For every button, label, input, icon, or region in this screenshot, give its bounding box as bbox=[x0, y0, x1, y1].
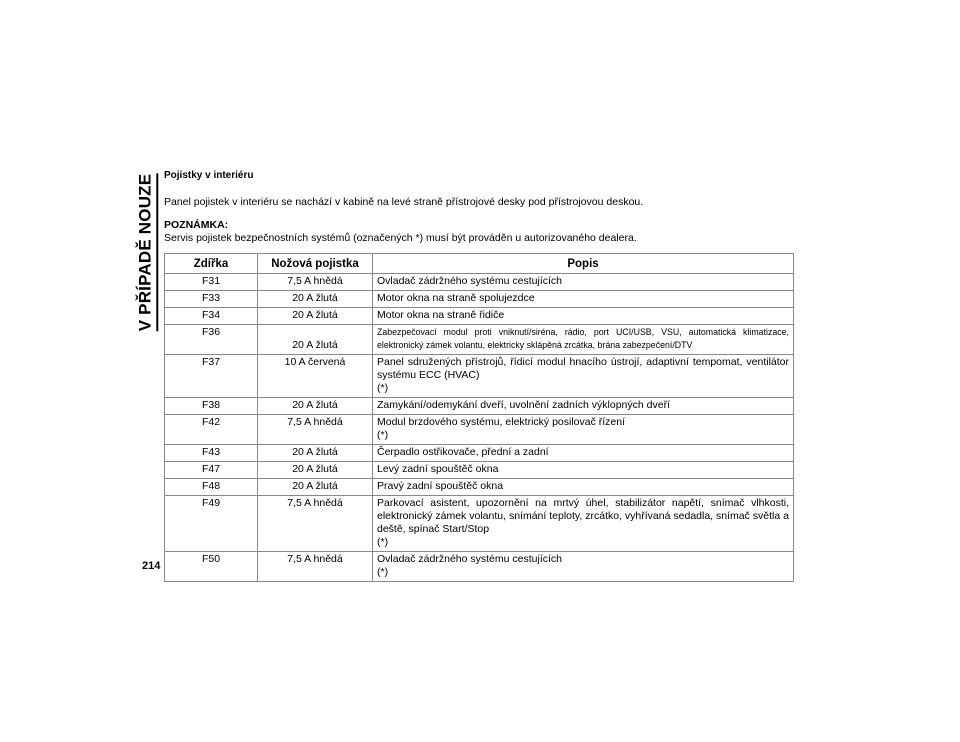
table-row bbox=[165, 479, 794, 496]
fuse-table bbox=[164, 253, 794, 582]
fuse-cell: 7,5 A hnědá bbox=[258, 552, 373, 582]
fuse-cell: 20 A žlutá bbox=[258, 398, 373, 415]
fuse-cell: 20 A žlutá bbox=[258, 445, 373, 462]
fuse-cell: 20 A žlutá bbox=[258, 308, 373, 325]
header-slot: Zdířka bbox=[165, 254, 258, 274]
table-row bbox=[165, 552, 794, 582]
fuse-cell: 20 A žlutá bbox=[258, 291, 373, 308]
slot-cell: F36 bbox=[165, 325, 258, 355]
description-text: Levý zadní spouštěč okna bbox=[377, 463, 499, 475]
fuse-cell: 20 A žlutá bbox=[258, 462, 373, 479]
header-fuse: Nožová pojistka bbox=[258, 254, 373, 274]
page-content bbox=[164, 170, 794, 582]
safety-marker: (*) bbox=[377, 536, 389, 548]
description-cell bbox=[373, 274, 794, 291]
description-cell bbox=[373, 552, 794, 582]
description-text: Čerpadlo ostřikovače, přední a zadní bbox=[377, 446, 549, 458]
description-cell bbox=[373, 325, 794, 355]
description-cell bbox=[373, 445, 794, 462]
slot-cell: F37 bbox=[165, 355, 258, 398]
slot-cell: F38 bbox=[165, 398, 258, 415]
description-cell bbox=[373, 415, 794, 445]
description-text: Zamykání/odemykání dveří, uvolnění zadních výklopných dveří bbox=[377, 399, 670, 411]
table-row bbox=[165, 325, 794, 355]
description-cell bbox=[373, 398, 794, 415]
description-text: Ovladač zádržného systému cestujících bbox=[377, 275, 563, 287]
description-text: Zabezpečovací modul proti vniknutí/siréna, rádio, port UCI/USB, VSU, automatická klimatizace, elektronický zámek volantu, elektricky sklápěná zrcátka, brána zabezpečení/DTV bbox=[377, 327, 789, 350]
table-row bbox=[165, 415, 794, 445]
table-row bbox=[165, 355, 794, 398]
chapter-title: V PŘÍPADĚ NOUZE bbox=[136, 173, 159, 331]
safety-marker: (*) bbox=[377, 382, 389, 394]
table-row bbox=[165, 462, 794, 479]
table-row bbox=[165, 291, 794, 308]
slot-cell: F42 bbox=[165, 415, 258, 445]
page-number: 214 bbox=[142, 560, 161, 572]
slot-cell: F34 bbox=[165, 308, 258, 325]
fuse-cell: 7,5 A hnědá bbox=[258, 415, 373, 445]
fuse-cell: 10 A červená bbox=[258, 355, 373, 398]
slot-cell: F48 bbox=[165, 479, 258, 496]
description-text: Motor okna na straně řidiče bbox=[377, 309, 505, 321]
table-row bbox=[165, 445, 794, 462]
fuse-cell: 20 A žlutá bbox=[258, 479, 373, 496]
fuse-cell: 7,5 A hnědá bbox=[258, 274, 373, 291]
slot-cell: F31 bbox=[165, 274, 258, 291]
description-text: Ovladač zádržného systému cestujících bbox=[377, 553, 563, 565]
description-cell bbox=[373, 496, 794, 552]
description-text: Parkovací asistent, upozornění na mrtvý úhel, stabilizátor napětí, snímač vlhkosti, elektronický zámek volantu, snímání teploty, zrcátko, vyhřívaná sedadla, snímač světla a deště, spínač Start/Stop bbox=[377, 497, 789, 535]
slot-cell: F50 bbox=[165, 552, 258, 582]
note-label: POZNÁMKA: bbox=[164, 219, 229, 231]
description-cell bbox=[373, 462, 794, 479]
slot-cell: F43 bbox=[165, 445, 258, 462]
slot-cell: F33 bbox=[165, 291, 258, 308]
slot-cell: F49 bbox=[165, 496, 258, 552]
fuse-cell: 7,5 A hnědá bbox=[258, 496, 373, 552]
note-text: Servis pojistek bezpečnostních systémů (označených *) musí být prováděn u autorizovaného dealera. bbox=[164, 232, 637, 244]
table-row bbox=[165, 398, 794, 415]
safety-marker: (*) bbox=[377, 566, 389, 578]
description-cell bbox=[373, 355, 794, 398]
description-text: Panel sdružených přístrojů, řídicí modul hnacího ústrojí, adaptivní tempomat, ventilátor systému ECC (HVAC) bbox=[377, 356, 789, 381]
fuse-table-header-row bbox=[165, 254, 794, 274]
safety-marker: (*) bbox=[377, 429, 389, 441]
fuse-cell: 20 A žlutá bbox=[258, 325, 373, 355]
description-text: Motor okna na straně spolujezdce bbox=[377, 292, 535, 304]
section-title: Pojistky v interiéru bbox=[164, 170, 254, 181]
description-text: Modul brzdového systému, elektrický posilovač řízení bbox=[377, 416, 626, 428]
table-row bbox=[165, 496, 794, 552]
table-row bbox=[165, 274, 794, 291]
chapter-side-tab bbox=[134, 172, 160, 332]
description-cell bbox=[373, 308, 794, 325]
table-row bbox=[165, 308, 794, 325]
header-description: Popis bbox=[373, 254, 794, 274]
description-cell bbox=[373, 291, 794, 308]
slot-cell: F47 bbox=[165, 462, 258, 479]
intro-paragraph: Panel pojistek v interiéru se nachází v kabině na levé straně přístrojové desky pod přístrojovou deskou. bbox=[164, 196, 644, 208]
description-text: Pravý zadní spouštěč okna bbox=[377, 480, 504, 492]
description-cell bbox=[373, 479, 794, 496]
